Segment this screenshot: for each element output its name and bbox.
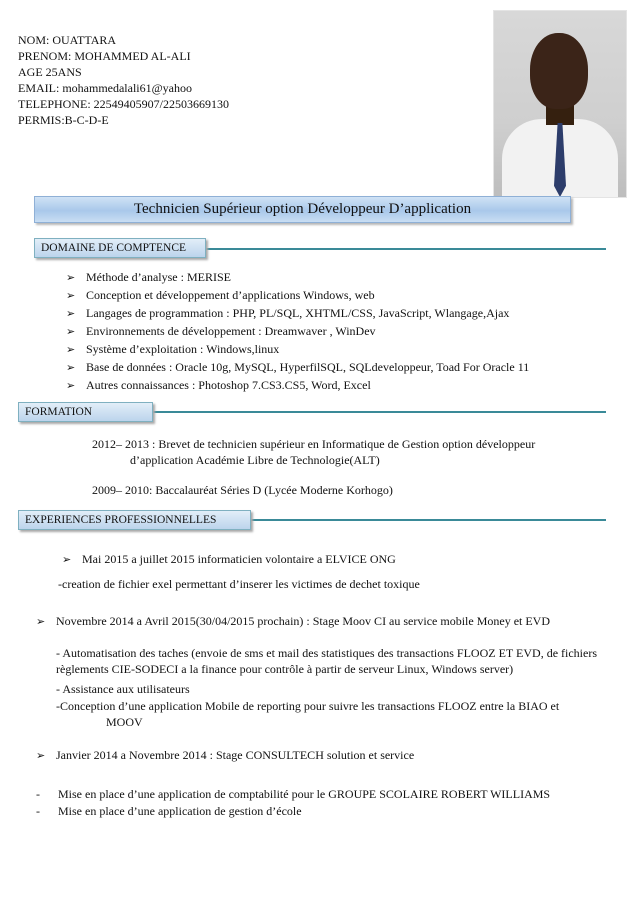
experience-job-description: -Conception d’une application Mobile de reporting pour suivre les transactions FLOOZ entre la BIAO et [56,699,560,713]
dash-bullet-icon: - [36,787,40,801]
identity-name: NOM: OUATTARA [18,33,117,47]
arrow-bullet-icon: ➢ [66,290,76,302]
section-label-competence: DOMAINE DE COMPTENCE [34,238,206,258]
competence-item: ➢ Conception et développement d’applications Windows, web [66,286,375,305]
experience-job-title: ➢ Novembre 2014 a Avril 2015(30/04/2015 prochain) : Stage Moov CI au service mobile Money et EVD [36,612,550,631]
identity-age: AGE 25ANS [18,65,82,79]
identity-firstname: PRENOM: MOHAMMED AL-ALI [18,49,191,63]
identity-email: EMAIL: mohammedalali61@yahoo [18,81,193,95]
arrow-bullet-icon: ➢ [66,326,76,338]
section-label-formation: FORMATION [18,402,153,422]
competence-item: ➢ Base de données : Oracle 10g, MySQL, HyperfilSQL, SQLdeveloppeur, Toad For Oracle 11 [66,358,529,377]
experience-task-item: - Mise en place d’une application de comptabilité pour le GROUPE SCOLAIRE ROBERT WILLIAMS [36,787,551,801]
profile-photo [493,10,627,198]
experience-job-title: ➢ Janvier 2014 a Novembre 2014 : Stage CONSULTECH solution et service [36,746,414,765]
experience-job-description: - Automatisation des taches (envoie de sms et mail des statistiques des transactions FLOOZ ET EVD, de fichiers règlements CIE-SODECI a la finance pour contrôle à partir de serveur Linux, Windows server) [56,646,597,676]
competence-item: ➢ Environnements de développement : Dreamwaver , WinDev [66,322,376,341]
formation-entry: 2012– 2013 : Brevet de technicien supérieur en Informatique de Gestion option développeur [92,437,536,451]
arrow-bullet-icon: ➢ [66,380,76,392]
experience-job-description: -creation de fichier exel permettant d’inserer les victimes de dechet toxique [58,577,420,591]
arrow-bullet-icon: ➢ [66,308,76,320]
arrow-bullet-icon: ➢ [36,750,46,762]
job-title-banner: Technicien Supérieur option Développeur D’application [34,196,571,223]
competence-item: ➢ Langages de programmation : PHP, PL/SQL, XHTML/CSS, JavaScript, Wlangage,Ajax [66,304,509,323]
competence-item: ➢ Méthode d’analyse : MERISE [66,268,231,287]
arrow-bullet-icon: ➢ [66,272,76,284]
competence-item: ➢ Système d’exploitation : Windows,linux [66,340,279,359]
section-rule-experience [248,519,606,521]
experience-job-description-continued: MOOV [106,715,143,729]
arrow-bullet-icon: ➢ [36,616,46,628]
experience-task-item: - Mise en place d’une application de gestion d’école [36,804,302,818]
formation-entry: 2009– 2010: Baccalauréat Séries D (Lycée Moderne Korhogo) [92,483,393,497]
identity-license: PERMIS:B-C-D-E [18,113,109,127]
section-label-experience: EXPERIENCES PROFESSIONNELLES [18,510,251,530]
arrow-bullet-icon: ➢ [62,554,72,566]
experience-job-description: - Assistance aux utilisateurs [56,682,190,696]
identity-phone: TELEPHONE: 22549405907/22503669130 [18,97,229,111]
arrow-bullet-icon: ➢ [66,362,76,374]
formation-entry-continued: d’application Académie Libre de Technologie(ALT) [130,453,380,467]
section-rule-formation [150,411,606,413]
arrow-bullet-icon: ➢ [66,344,76,356]
competence-item: ➢ Autres connaissances : Photoshop 7.CS3.CS5, Word, Excel [66,376,371,395]
section-rule-competence [200,248,606,250]
experience-job-title: ➢ Mai 2015 a juillet 2015 informaticien volontaire a ELVICE ONG [62,550,396,569]
dash-bullet-icon: - [36,804,40,818]
